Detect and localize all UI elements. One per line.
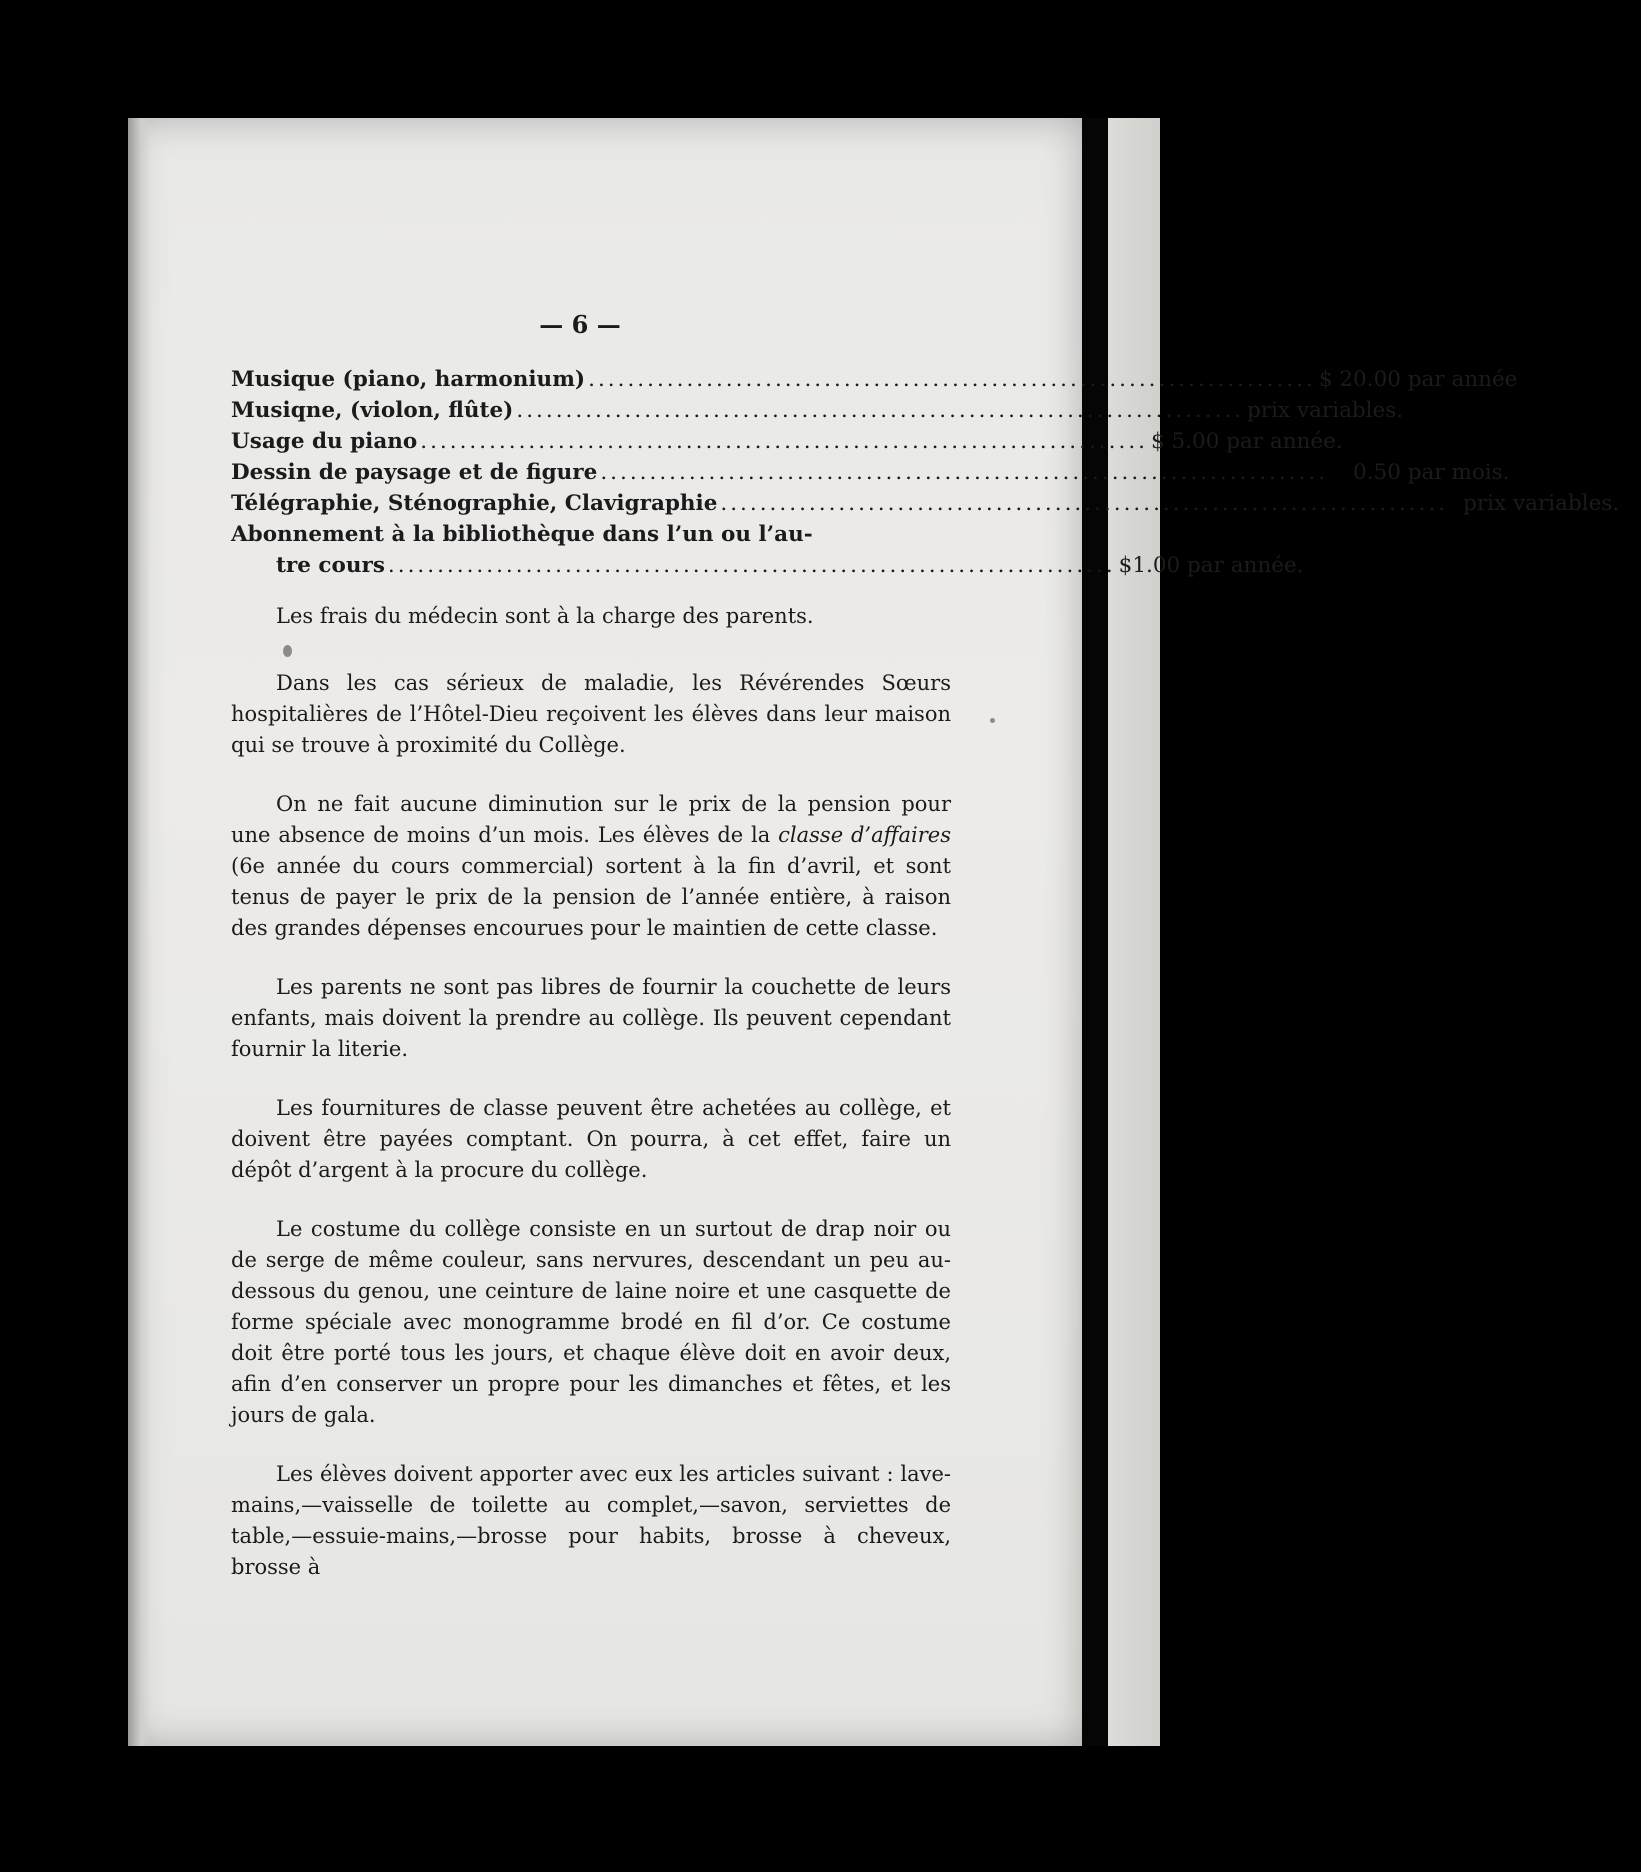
- paragraph-bedding: Les parents ne sont pas libres de fournir la couchette de leurs enfants, mais doivent la prendre au collège. Ils peuvent cependant fournir la literie.: [231, 975, 951, 1061]
- fee-value: $ 5.00 par année.: [1150, 429, 1343, 454]
- fee-row: [231, 364, 1518, 395]
- paragraph-uniform: Le costume du collège consiste en un surtout de drap noir ou de serge de même couleur, sans nervures, descendant un peu au-dessous du genou, une ceinture de laine noire et une casquette de forme spéciale avec monogramme brodé en fil d’or. Ce costume doit être porté tous les jours, et chaque élève doit en avoir deux, afin d’en conserver un propre pour les dimanches et fêtes, et les jours de gala.: [231, 1217, 951, 1427]
- fee-value: 0.50 par mois.: [1353, 460, 1510, 485]
- leader-dots: ..........................................................................: [720, 491, 1449, 516]
- page-content: [231, 364, 1620, 1583]
- leader-dots: ..........................................................................: [420, 429, 1148, 454]
- facing-page-edge: [1108, 118, 1160, 1746]
- fee-label: Musique (piano, harmonium): [231, 367, 586, 392]
- leader-dots: ..........................................................................: [588, 367, 1316, 392]
- fee-row: [231, 457, 1510, 488]
- absence-text-start: On ne fait aucune diminution sur le prix de la pension pour une absence de moins d’un mois. Les élèves de la: [231, 792, 951, 847]
- fee-value: prix variables.: [1463, 491, 1620, 516]
- leader-dots: ..........................................................................: [516, 398, 1245, 423]
- medical-fees-note: Les frais du médecin sont à la charge des parents.: [276, 604, 814, 628]
- fee-value: prix variables.: [1247, 398, 1404, 423]
- page-number: — 6 —: [539, 310, 621, 339]
- leader-dots: ..........................................................................: [600, 460, 1329, 485]
- fee-row: [231, 488, 1620, 519]
- ink-speck: [990, 718, 995, 723]
- fee-label: Dessin de paysage et de figure: [231, 460, 598, 485]
- fee-value: $ 20.00 par année: [1318, 367, 1518, 392]
- page-left-edge: [128, 118, 150, 1746]
- paragraph-supplies: Les fournitures de classe peuvent être achetées au collège, et doivent être payées comptant. On pourra, à cet effet, faire un dépôt d’argent à la procure du collège.: [231, 1096, 951, 1182]
- book-spine: [1082, 118, 1108, 1746]
- fee-label: tre cours: [276, 553, 385, 578]
- fee-label: Usage du piano: [231, 429, 418, 454]
- classe-affaires-emphasis: classe d’affaires: [778, 823, 951, 847]
- fee-label: Télégraphie, Sténographie, Clavigraphie: [231, 491, 718, 516]
- fee-row: [231, 550, 1304, 581]
- fee-row: [231, 426, 1343, 457]
- absence-text-end: (6e année du cours commercial) sortent à la fin d’avril, et sont tenus de payer le prix de la pension de l’année entière, à raison des grandes dépenses encourues pour le maintien de cette classe.: [231, 854, 951, 940]
- paragraph-articles: Les élèves doivent apporter avec eux les articles suivant : lave-mains,—vaisselle de toilette au complet,—savon, serviettes de table,—essuie-mains,—brosse pour habits, brosse à cheveux, brosse à: [231, 1462, 951, 1579]
- fee-row: [231, 519, 951, 550]
- fee-list: [231, 364, 1620, 581]
- paragraph-absence: [231, 789, 951, 944]
- fee-label: Abonnement à la bibliothèque dans l’un ou l’au-: [231, 522, 813, 547]
- leader-dots: ..........................................................................: [387, 553, 1116, 578]
- paragraph-illness: Dans les cas sérieux de maladie, les Révérendes Sœurs hospitalières de l’Hôtel-Dieu reçoivent les élèves dans leur maison qui se trouve à proximité du Collège.: [231, 671, 951, 757]
- fee-row: [231, 395, 1404, 426]
- fee-label: Musiqne, (violon, flûte): [231, 398, 514, 423]
- fee-value: $1.00 par année.: [1118, 553, 1304, 578]
